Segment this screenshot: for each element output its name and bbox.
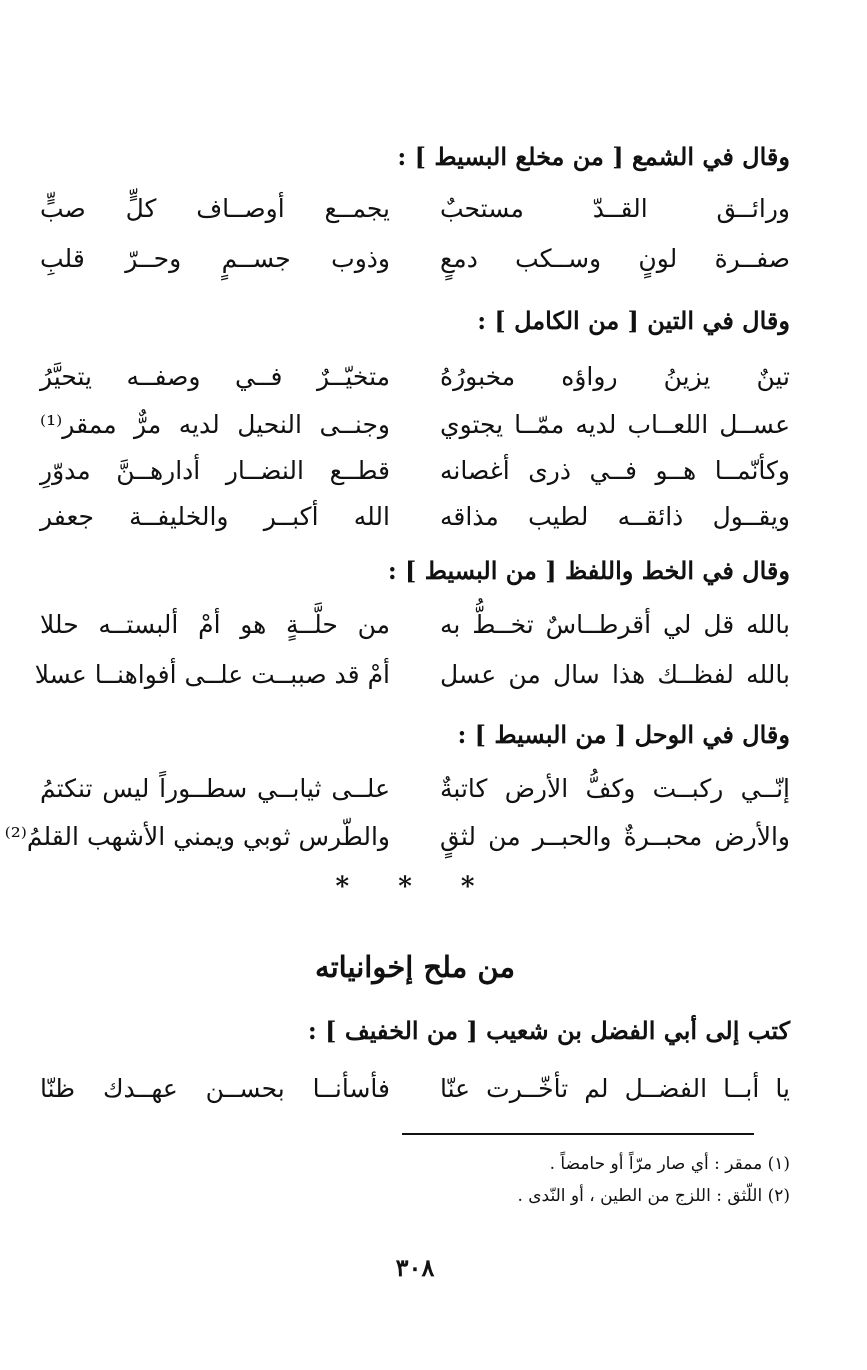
verse-line xyxy=(40,186,790,232)
poem-intro-mud: وقال في الوحل [ من البسيط ] : xyxy=(457,720,790,749)
verse-line xyxy=(40,448,790,494)
verse-first-hemistich: والأرض محبــرةٌ والحبــر من لثقٍ xyxy=(440,822,790,851)
verse-line xyxy=(40,1066,790,1112)
section-separator: * * * xyxy=(335,872,495,902)
footnote-divider xyxy=(402,1133,754,1135)
footnote: (٢) اللّثق : اللزج من الطين ، أو النّدى . xyxy=(517,1186,790,1206)
verse-line xyxy=(40,494,790,540)
verse-first-hemistich: وكأنّمــا هــو فــي ذرى أغصانه xyxy=(440,456,790,485)
verse-second-hemistich: قطــع النضــار أدارهــنَّ مدوّرِ xyxy=(40,456,390,485)
verse-first-hemistich: يا أبــا الفضــل لم تأخّــرت عنّا xyxy=(440,1074,790,1103)
page-number: ٣٠٨ xyxy=(395,1253,435,1282)
verse-line xyxy=(40,354,790,400)
verse-second-hemistich: متخيّــرٌ فــي وصفــه يتحيَّرُ xyxy=(40,362,390,391)
verse-second-hemistich: الله أكبــر والخليفــة جعفر xyxy=(40,502,390,531)
verse-second-hemistich: أمْ قد صببــت علــى أفواهنــا عسلا xyxy=(34,660,390,689)
verse-first-hemistich: صفــرة لونٍ وســكب دمعٍ xyxy=(440,244,790,273)
poem-intro-candle: وقال في الشمع [ من مخلع البسيط ] : xyxy=(397,142,790,171)
section-heading: من ملح إخوانياته xyxy=(315,950,515,984)
book-page xyxy=(4,0,790,1370)
poem-intro-handwriting: وقال في الخط واللفظ [ من البسيط ] : xyxy=(387,556,790,585)
verse-line xyxy=(40,236,790,282)
footnote: (١) ممقر : أي صار مرّاً أو حامضاً . xyxy=(549,1154,790,1174)
verse-first-hemistich: ويقــول ذائقــه لطيب مذاقه xyxy=(440,502,790,531)
verse-second-hemistich: يجمــع أوصــاف كلٍّ صبٍّ xyxy=(40,194,390,223)
verse-second-hemistich: وذوب جســمٍ وحــرّ قلبِ xyxy=(40,244,390,273)
verse-first-hemistich: بالله لفظــك هذا سال من عسل xyxy=(440,660,790,689)
verse-first-hemistich: إنّــي ركبــت وكفُّ الأرض كاتبةٌ xyxy=(440,774,790,803)
verse-line xyxy=(34,652,790,698)
poem-intro-figs: وقال في التين [ من الكامل ] : xyxy=(477,306,790,335)
poem-intro-letter: كتب إلى أبي الفضل بن شعيب [ من الخفيف ] : xyxy=(307,1016,790,1045)
verse-line xyxy=(40,766,790,812)
verse-second-hemistich: فأسأنــا بحســن عهــدك ظنّا xyxy=(40,1074,390,1103)
verse-first-hemistich: عســل اللعــاب لديه ممّــا يجتوي xyxy=(440,410,790,439)
verse-line xyxy=(40,402,790,448)
verse-line xyxy=(4,814,790,860)
verse-first-hemistich: تينٌ يزينُ رواؤه مخبورُهُ xyxy=(440,362,790,391)
verse-second-hemistich: من حلَّــةٍ هو أمْ ألبستــه حللا xyxy=(40,610,390,639)
verse-second-hemistich: والطّرس ثوبي ويمني الأشهب القلمُ⁽²⁾ xyxy=(4,822,390,851)
verse-second-hemistich: وجنــى النحيل لديه مرٌّ ممقر⁽¹⁾ xyxy=(40,410,390,439)
verse-first-hemistich: بالله قل لي أقرطــاسٌ تخــطُّ به xyxy=(440,610,790,639)
verse-line xyxy=(40,602,790,648)
verse-first-hemistich: ورائــق القــدّ مستحبٌ xyxy=(440,194,790,223)
verse-second-hemistich: علــى ثيابــي سطــوراً ليس تنكتمُ xyxy=(40,774,390,803)
